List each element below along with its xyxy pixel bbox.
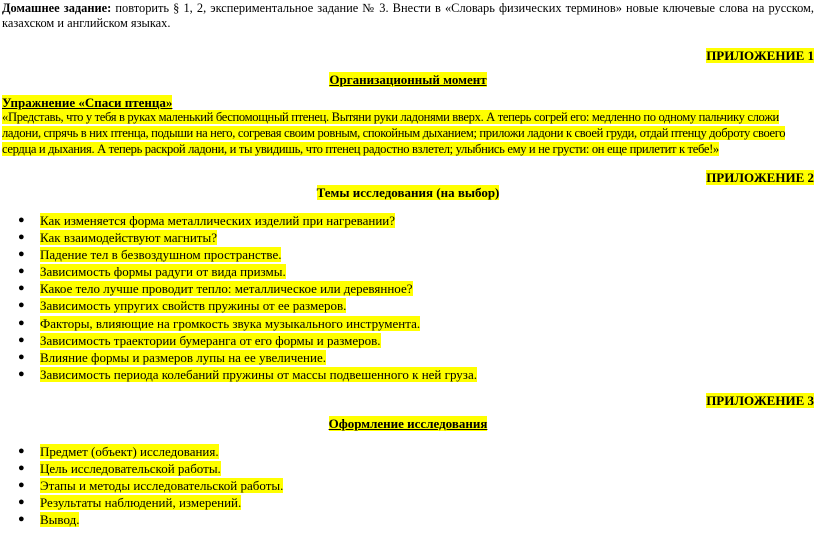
list-item-text: Зависимость периода колебаний пружины от массы подвешенного к ней груза. <box>40 366 477 382</box>
bullet-icon: ● <box>18 462 25 475</box>
appendix-3-heading: ПРИЛОЖЕНИЕ 3 <box>706 393 814 408</box>
list-item <box>18 460 283 477</box>
exercise-title-text: Упражнение «Спаси птенца» <box>2 95 173 110</box>
appendix-2-heading: ПРИЛОЖЕНИЕ 2 <box>706 170 814 185</box>
bullet-icon: ● <box>18 316 25 329</box>
bullet-icon: ● <box>18 299 25 312</box>
bullet-icon: ● <box>18 214 25 226</box>
bullet-icon: ● <box>18 350 25 363</box>
bullet-icon: ● <box>18 282 25 295</box>
list-item-text: Зависимость траектории бумеранга от его формы и размеров. <box>40 332 381 348</box>
list-item-text: Какое тело лучше проводит тепло: металлическое или деревянное? <box>40 281 413 297</box>
appendix-2-title-text: Темы исследования (на выбор) <box>316 185 500 200</box>
bullet-icon: ● <box>18 333 25 346</box>
appendix-1-title <box>0 72 816 87</box>
list-item-text: Зависимость формы радуги от вида призмы. <box>40 264 286 280</box>
list-item <box>18 366 477 383</box>
research-format-list <box>18 443 283 528</box>
exercise-title <box>2 95 172 110</box>
list-item-text: Падение тел в безвоздушном пространстве. <box>40 247 282 263</box>
list-item <box>18 511 283 528</box>
list-item-text: Влияние формы и размеров лупы на ее увеличение. <box>40 349 326 365</box>
list-item-text: Факторы, влияющие на громкость звука музыкального инструмента. <box>40 315 421 331</box>
list-item <box>18 212 477 229</box>
list-item <box>18 297 477 314</box>
list-item <box>18 477 283 494</box>
appendix-3-title-text: Оформление исследования <box>328 416 488 431</box>
list-item-text: Как взаимодействуют магниты? <box>40 230 217 246</box>
exercise-text <box>2 109 814 157</box>
list-item-text: Зависимость упругих свойств пружины от ее размеров. <box>40 298 347 314</box>
list-item <box>18 315 477 332</box>
list-item <box>18 246 477 263</box>
list-item-text: Как изменяется форма металлических изделий при нагревании? <box>40 213 396 228</box>
list-item-text: Результаты наблюдений, измерений. <box>40 495 242 511</box>
list-item <box>18 229 477 246</box>
bullet-icon: ● <box>18 367 25 380</box>
list-item-text: Цель исследовательской работы. <box>40 461 221 477</box>
bullet-icon: ● <box>18 513 25 526</box>
list-item <box>18 349 477 366</box>
list-item-text: Предмет (объект) исследования. <box>40 444 219 459</box>
bullet-icon: ● <box>18 265 25 278</box>
list-item <box>18 332 477 349</box>
appendix-2-title <box>0 185 816 200</box>
list-item-text: Этапы и методы исследовательской работы. <box>40 478 284 494</box>
appendix-1-title-text: Организационный момент <box>329 72 487 87</box>
exercise-text-body: «Представь, что у тебя в руках маленький беспомощный птенец. Вытяни руки ладонями вверх. А теперь согрей его: медленно по одному пальчику сложи ладони, спрячь в них птенца, подыши на него, согревая своим ровным, спокойным дыханием; приложи ладони к своей груди, отдай птенцу доброту своего сердца и дыхания. А теперь раскрой ладони, и ты увидишь, что птенец радостно взлетел; улыбнись ему и не грусти: он еще прилетит к тебе!» <box>2 110 786 156</box>
research-topics-list <box>18 212 477 383</box>
list-item <box>18 443 283 460</box>
list-item <box>18 263 477 280</box>
bullet-icon: ● <box>18 496 25 509</box>
appendix-1-heading: ПРИЛОЖЕНИЕ 1 <box>706 48 814 63</box>
list-item-text: Вывод. <box>40 512 80 528</box>
bullet-icon: ● <box>18 479 25 492</box>
homework-text: повторить § 1, 2, экспериментальное задание № 3. Внести в «Словарь физических терминов» новые ключевые слова на русском, казахском и английском языках. <box>2 1 814 30</box>
appendix-3-title <box>0 416 816 431</box>
homework-label: Домашнее задание: <box>2 1 112 15</box>
list-item <box>18 280 477 297</box>
bullet-icon: ● <box>18 231 25 244</box>
homework-paragraph <box>2 1 814 31</box>
bullet-icon: ● <box>18 445 25 457</box>
bullet-icon: ● <box>18 248 25 261</box>
list-item <box>18 494 283 511</box>
